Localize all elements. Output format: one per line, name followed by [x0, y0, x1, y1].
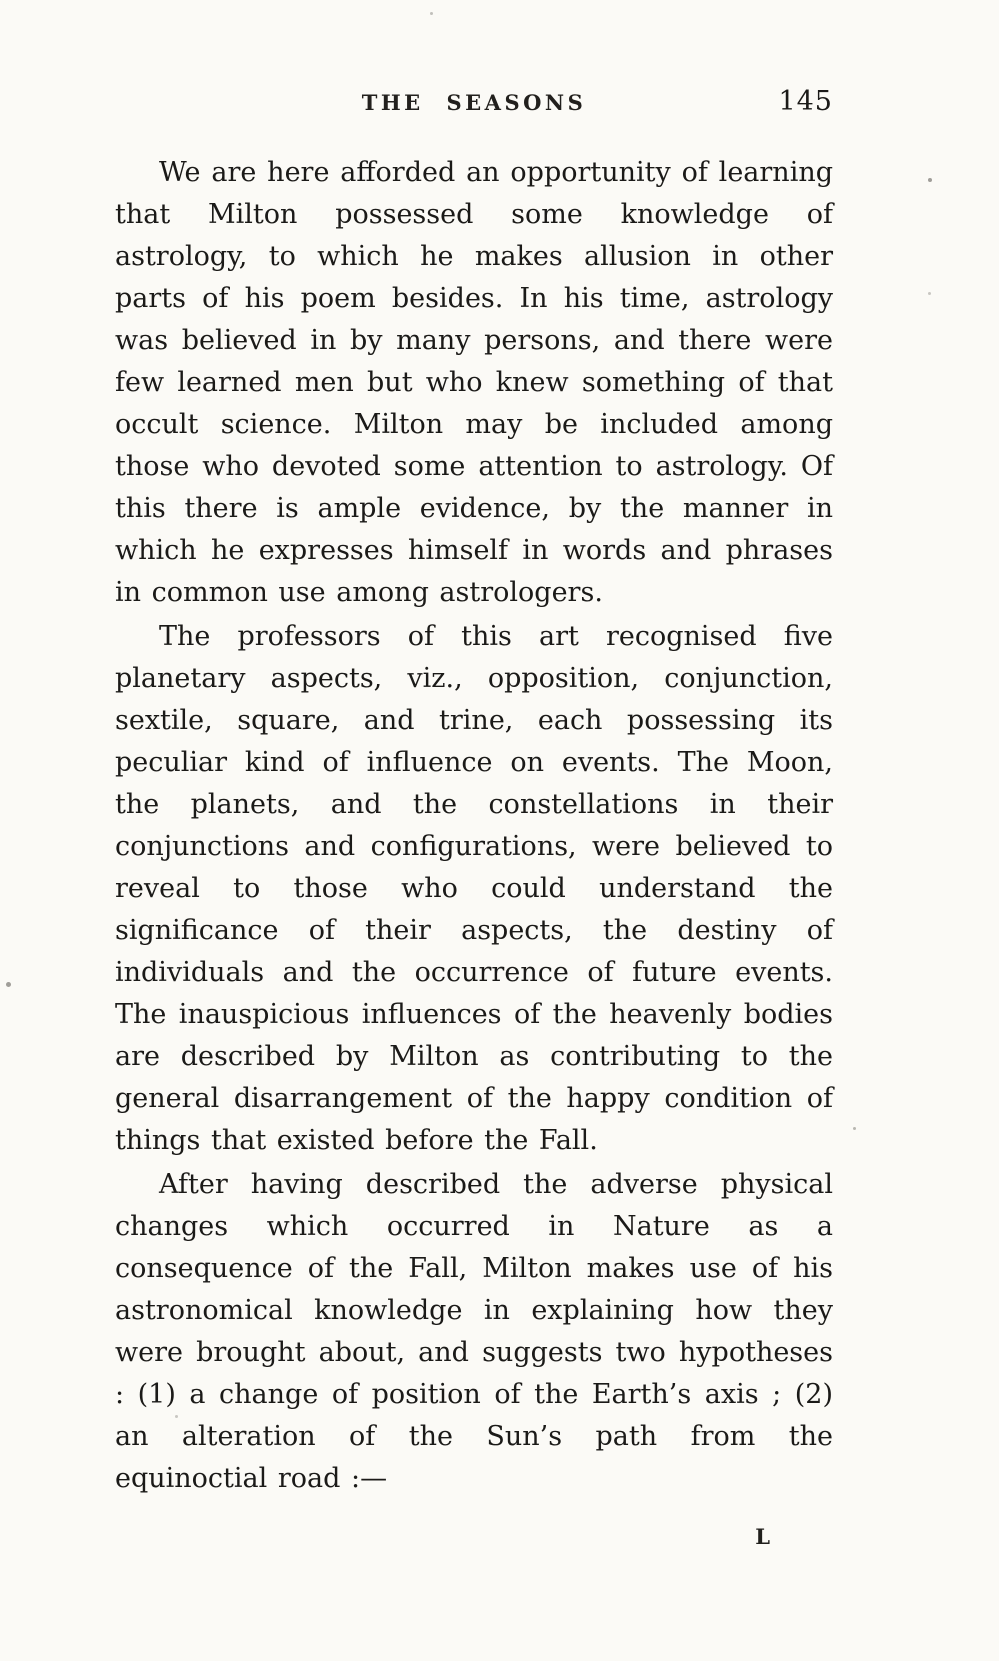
page-header — [115, 86, 833, 126]
scan-speck — [853, 1127, 856, 1130]
scan-speck — [430, 12, 433, 15]
paragraph-astrology-knowledge: We are here afforded an opportunity of learning that Milton possessed some knowledge of astrology, to which he makes allusion in other parts of his poem besides. In his time, astrology was believed in by many persons, and there were few learned men but who knew something of that occult science. Milton may be included among those who devoted some attention to astrology. Of this there is ample evidence, by the manner in which he expresses himself in words and phrases in common use among astrologers. — [115, 157, 833, 608]
scan-speck — [928, 292, 931, 295]
scan-speck — [175, 1415, 178, 1418]
paragraph-two-hypotheses: After having described the adverse physical changes which occurred in Nature as a consequence of the Fall, Milton makes use of his astronomical knowledge in explaining how they were brought about, and suggests two hypotheses : (1) a change of position of the Earth’s axis ; (2) an alteration of the Sun’s path from the equinoctial road :— — [115, 1169, 833, 1494]
paragraph-planetary-aspects: The professors of this art recognised five planetary aspects, viz., opposition, conjunction, sextile, square, and trine, each possessing its peculiar kind of influence on events. The Moon, the planets, and the constellations in their conjunctions and configurations, were believed to reveal to those who could understand the significance of their aspects, the destiny of individuals and the occurrence of future events. The inauspicious influences of the heavenly bodies are described by Milton as contributing to the general disarrangement of the happy condition of things that existed before the Fall. — [115, 621, 833, 1156]
running-title: THE SEASONS — [361, 90, 587, 115]
signature-mark: L — [755, 1524, 771, 1549]
scan-speck — [6, 982, 11, 987]
scan-speck — [928, 178, 932, 182]
text-block — [115, 152, 833, 1558]
page-number: 145 — [778, 86, 833, 117]
